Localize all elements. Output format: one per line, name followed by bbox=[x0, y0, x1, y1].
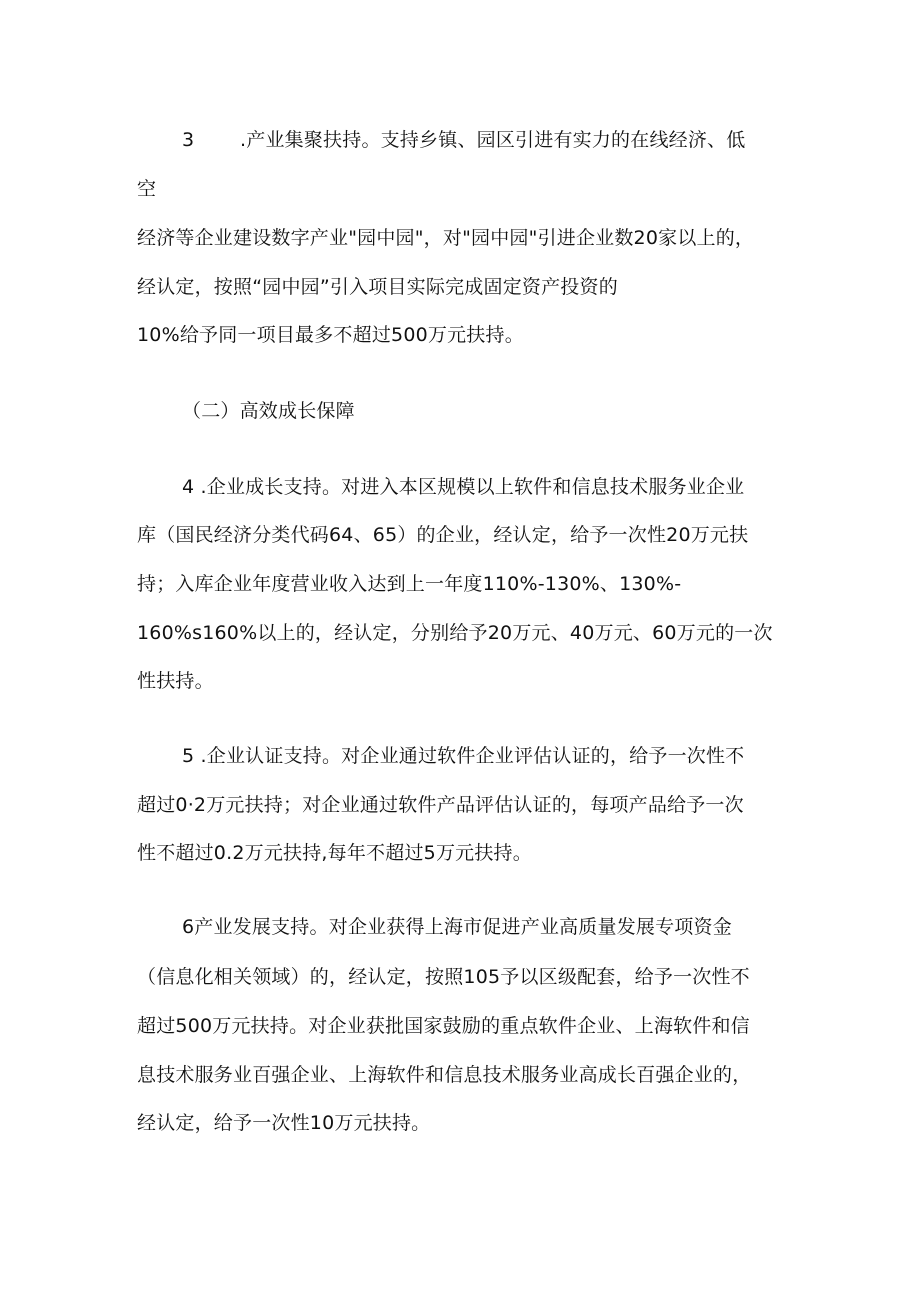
section-6-line-5: 经认定，给予一次性10万元扶持。 bbox=[137, 1112, 431, 1134]
section-3-line-5: 10%给予同一项目最多不超过500万元扶持。 bbox=[137, 324, 524, 346]
section-4-line-3: 持；入库企业年度营业收入达到上一年度110%-130%、130%- bbox=[137, 573, 682, 595]
section-6-line-1: 6产业发展支持。对企业获得上海市促进产业高质量发展专项资金 bbox=[182, 916, 732, 938]
section-4-line-2: 库（国民经济分类代码64、65）的企业，经认定，给予一次性20万元扶 bbox=[137, 524, 749, 546]
section-6-line-2: （信息化相关领域）的，经认定，按照105予以区级配套，给予一次性不 bbox=[137, 966, 750, 988]
section-3-line-2: 空 bbox=[137, 178, 157, 200]
section-6-line-3: 超过500万元扶持。对企业获批国家鼓励的重点软件企业、上海软件和信 bbox=[137, 1015, 750, 1037]
section-5-line-3: 性不超过0.2万元扶持,每年不超过5万元扶持。 bbox=[137, 842, 532, 864]
section-heading-2: （二）高效成长保障 bbox=[182, 400, 355, 422]
section-3-line-3: 经济等企业建设数字产业"园中园"，对"园中园"引进企业数20家以上的， bbox=[137, 227, 755, 249]
section-3-number: 3 bbox=[182, 129, 195, 151]
section-4-line-5: 性扶持。 bbox=[137, 670, 214, 692]
section-5-line-1: 5 .企业认证支持。对企业通过软件企业评估认证的，给予一次性不 bbox=[182, 745, 745, 767]
section-3-line-1: .产业集聚扶持。支持乡镇、园区引进有实力的在线经济、低 bbox=[240, 129, 746, 151]
section-4-line-4: 160%s160%以上的，经认定，分别给予20万元、40万元、60万元的一次 bbox=[137, 622, 773, 644]
section-6-line-4: 息技术服务业百强企业、上海软件和信息技术服务业高成长百强企业的， bbox=[137, 1064, 752, 1086]
section-5-line-2: 超过0·2万元扶持；对企业通过软件产品评估认证的，每项产品给予一次 bbox=[137, 794, 744, 816]
section-4-line-1: 4 .企业成长支持。对进入本区规模以上软件和信息技术服务业企业 bbox=[182, 476, 745, 498]
section-3-line-4: 经认定，按照“园中园”引入项目实际完成固定资产投资的 bbox=[137, 276, 618, 298]
